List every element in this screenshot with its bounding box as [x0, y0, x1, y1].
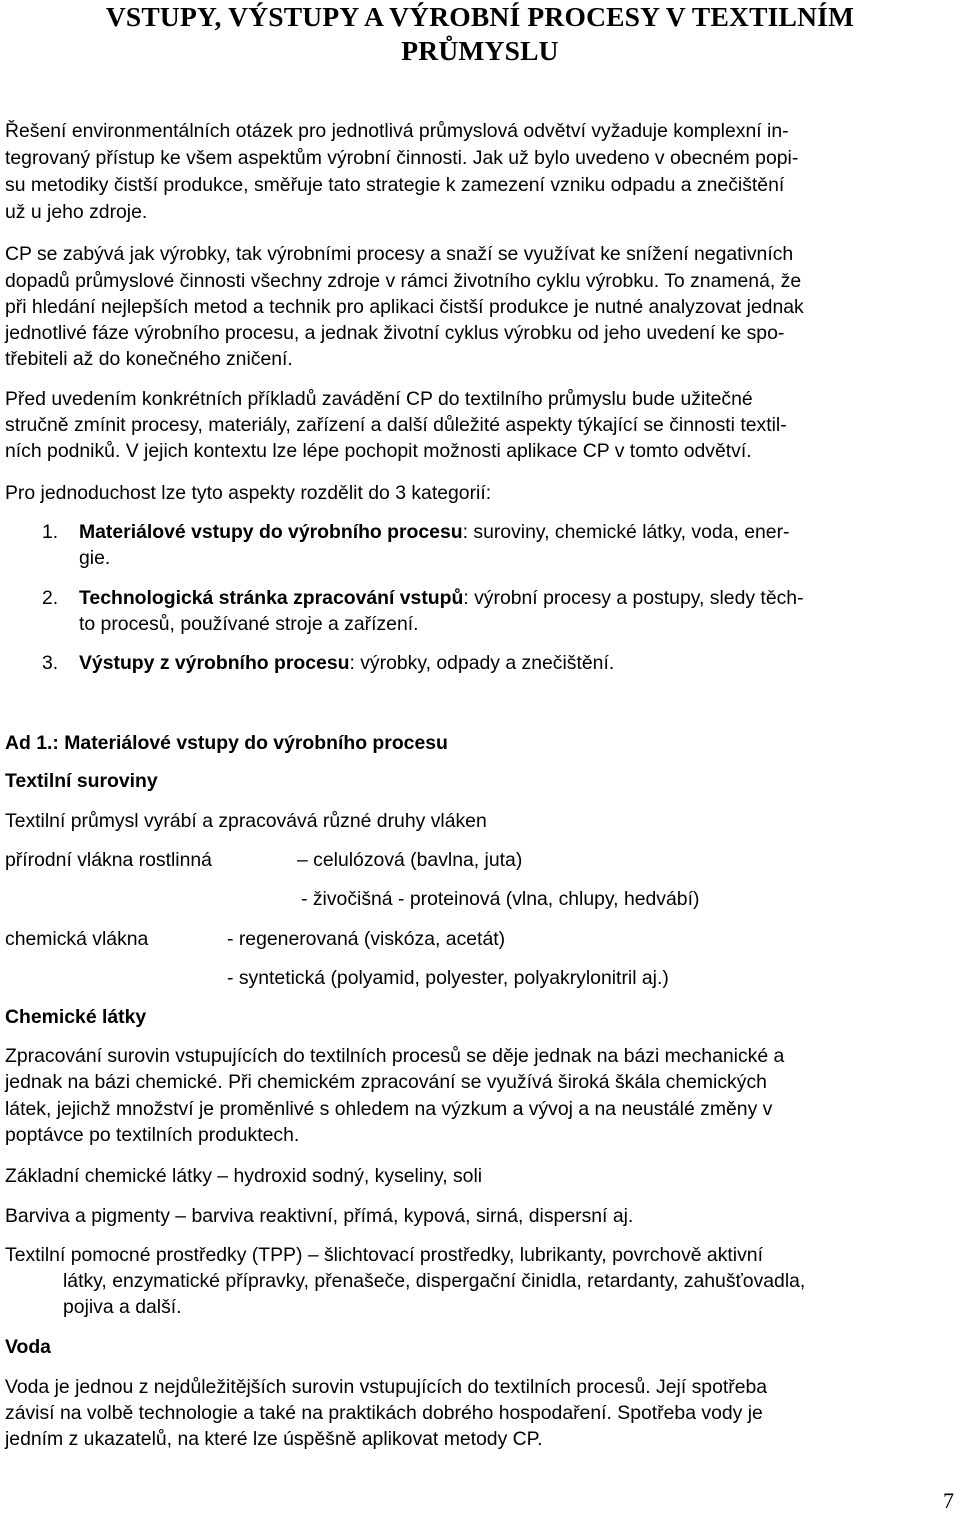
intro-p1-line: tegrovaný přístup ke všem aspektům výrobní činnosti. Jak už bylo uvedeno v obecném popi- — [5, 147, 799, 169]
water-p-line: jedním z ukazatelů, na které lze úspěšně aplikovat metody CP. — [5, 1428, 543, 1450]
water-p-line: závisí na volbě technologie a také na praktikách dobrého hospodaření. Spotřeba vody je — [5, 1402, 763, 1424]
intro-p2-line: jednotlivé fáze výrobního procesu, a jednak životní cyklus výrobku od jeho uvedení ke spo- — [5, 322, 785, 344]
natural-fibers-label: přírodní vlákna rostlinná — [5, 849, 212, 871]
chemicals-p-line: látek, jejichž množství je proměnlivé s ohledem na výzkum a vývoj a na neustálé změny v — [5, 1098, 773, 1120]
title-line-2: PRŮMYSLU — [401, 35, 559, 66]
intro-p1-line: už u jeho zdroje. — [5, 201, 148, 223]
intro-p4: Pro jednoduchost lze tyto aspekty rozdělit do 3 kategorií: — [5, 482, 492, 504]
water-p-line: Voda je jednou z nejdůležitějších surovin vstupujících do textilních procesů. Její spotřeba — [5, 1376, 768, 1398]
intro-p3-line: ních podniků. V jejich kontextu lze lépe pochopit možnosti aplikace CP v tomto odvětví. — [5, 440, 752, 462]
tpp-line: Textilní pomocné prostředky (TPP) – šlichtovací prostředky, lubrikanty, povrchově aktivní — [5, 1244, 763, 1266]
chemicals-heading: Chemické látky — [5, 1006, 147, 1028]
list-number: 3. — [42, 652, 59, 674]
list-item-bold: Výstupy z výrobního procesu — [79, 652, 350, 674]
intro-p3-line: Před uvedením konkrétních příkladů zavádění CP do textilního průmyslu bude užitečné — [5, 388, 753, 410]
page-title — [0, 0, 960, 68]
intro-p2-line: CP se zabývá jak výrobky, tak výrobními procesy a snaží se využívat ke snížení negativních — [5, 243, 794, 265]
intro-p2-line: dopadů průmyslové činnosti všechny zdroje v rámci životního cyklu výrobku. To znamená, že — [5, 270, 802, 292]
basic-chemicals: Základní chemické látky – hydroxid sodný, kyseliny, soli — [5, 1165, 483, 1187]
tpp-line: látky, enzymatické přípravky, přenašeče, dispergační činidla, retardanty, zahušťovadla, — [63, 1270, 806, 1292]
list-item-text: : suroviny, chemické látky, voda, ener- — [462, 521, 790, 543]
list-item-text: : výrobní procesy a postupy, sledy těch- — [463, 587, 804, 609]
natural-plant-fibers: – celulózová (bavlna, juta) — [297, 849, 523, 871]
intro-p1-line: su metodiky čistší produkce, směřuje tato strategie k zamezení vzniku odpadu a znečištění — [5, 174, 785, 196]
chemicals-p-line: jednak na bázi chemické. Při chemickém zpracování se využívá široká škála chemických — [5, 1071, 767, 1093]
list-number: 1. — [42, 521, 59, 543]
intro-p3-line: stručně zmínit procesy, materiály, zařízení a další důležité aspekty týkající se činnosti textil- — [5, 414, 787, 436]
chemical-regenerated: - regenerovaná (viskóza, acetát) — [227, 928, 506, 950]
list-item-continuation: to procesů, používané stroje a zařízení. — [79, 613, 419, 635]
chemical-synthetic: - syntetická (polyamid, polyester, polyakrylonitril aj.) — [227, 967, 669, 989]
natural-animal-fibers: - živočišná - proteinová (vlna, chlupy, hedvábí) — [301, 888, 700, 910]
section-heading-ad1: Ad 1.: Materiálové vstupy do výrobního procesu — [5, 732, 448, 754]
dyes-pigments: Barviva a pigmenty – barviva reaktivní, přímá, kypová, sirná, dispersní aj. — [5, 1205, 634, 1227]
intro-p2-line: při hledání nejlepších metod a technik pro aplikaci čistší produkce je nutné analyzovat jednak — [5, 296, 804, 318]
tpp-line: pojiva a další. — [63, 1296, 182, 1318]
list-item-bold: Technologická stránka zpracování vstupů — [79, 587, 464, 609]
intro-p2-line: třebiteli až do konečného zničení. — [5, 348, 293, 370]
title-line-1: VSTUPY, VÝSTUPY A VÝROBNÍ PROCESY V TEXTILNÍM — [105, 1, 855, 32]
textile-heading: Textilní suroviny — [5, 770, 158, 792]
intro-p1-line: Řešení environmentálních otázek pro jednotlivá průmyslová odvětví vyžaduje komplexní in- — [5, 120, 789, 142]
chemical-fibers-label: chemická vlákna — [5, 928, 149, 950]
list-number: 2. — [42, 587, 59, 609]
list-item-bold: Materiálové vstupy do výrobního procesu — [79, 521, 463, 543]
chemicals-p-line: poptávce po textilních produktech. — [5, 1124, 300, 1146]
list-item-text: : výrobky, odpady a znečištění. — [349, 652, 615, 674]
page-number: 7 — [943, 1488, 954, 1513]
chemicals-p-line: Zpracování surovin vstupujících do textilních procesů se děje jednak na bázi mechanické a — [5, 1045, 785, 1067]
list-item-continuation: gie. — [79, 547, 111, 569]
textile-intro: Textilní průmysl vyrábí a zpracovává různé druhy vláken — [5, 810, 487, 832]
water-heading: Voda — [5, 1336, 51, 1358]
